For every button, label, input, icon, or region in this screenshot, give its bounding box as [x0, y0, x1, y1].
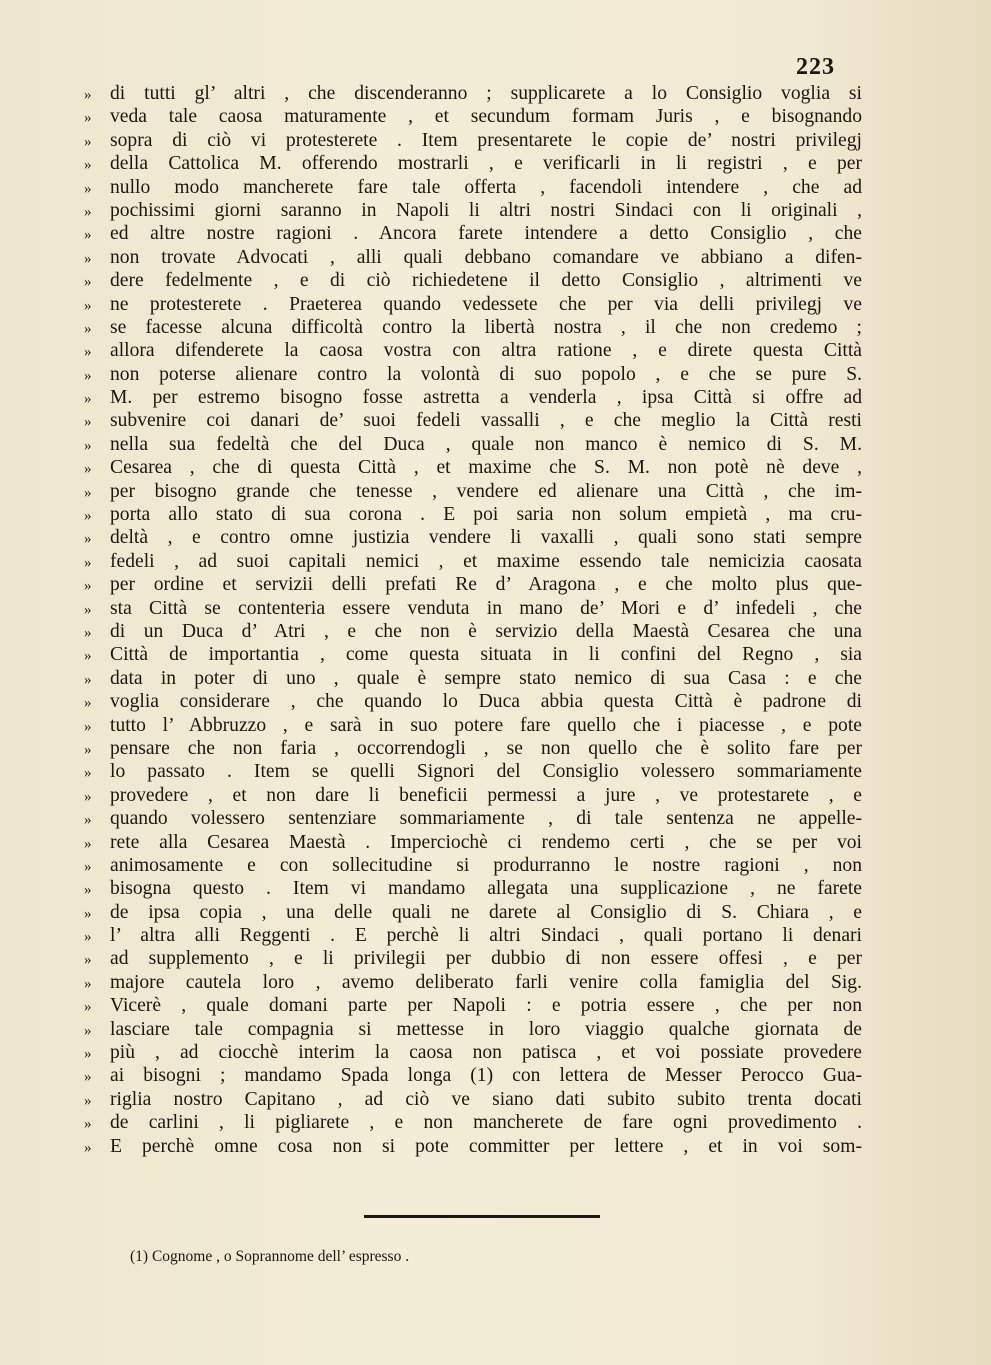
text-line — [84, 784, 862, 807]
line-text: nella sua fedeltà che del Duca , quale non manco è nemico di S. M. — [110, 433, 862, 455]
quote-mark: » — [84, 250, 92, 267]
text-line — [84, 269, 862, 292]
quote-mark: » — [84, 578, 92, 595]
line-text: di un Duca d’ Atri , e che non è servizio della Maestà Cesarea che una — [110, 620, 862, 642]
quote-mark: » — [84, 929, 92, 946]
line-text: non poterse alienare contro la volontà di suo popolo , e che se pure S. — [110, 363, 862, 385]
quote-mark: » — [84, 812, 92, 829]
quote-mark: » — [84, 1092, 92, 1109]
text-line — [84, 480, 862, 503]
text-line — [84, 316, 862, 339]
text-line — [84, 971, 862, 994]
line-text: fedeli , ad suoi capitali nemici , et maxime essendo tale nemicizia caosata — [110, 550, 862, 572]
line-text: majore cautela loro , avemo deliberato farli venire colla famiglia del Sig. — [110, 971, 862, 993]
line-text: bisogna questo . Item vi mandamo allegata una supplicazione , ne farete — [110, 878, 862, 900]
quote-mark: » — [84, 414, 92, 431]
text-line — [84, 526, 862, 549]
text-line — [84, 176, 862, 199]
quote-mark: » — [84, 508, 92, 525]
text-line — [84, 690, 862, 713]
line-text: E perchè omne cosa non si pote committer per lettere , et in voi som- — [110, 1135, 862, 1157]
line-text: rete alla Cesarea Maestà . Imperciochè ci rendemo certi , che se per voi — [110, 831, 862, 853]
text-line — [84, 456, 862, 479]
line-text: ad supplemento , e li privilegii per dubbio di non essere offesi , e per — [110, 948, 862, 970]
quote-mark: » — [84, 110, 92, 127]
quote-mark: » — [84, 695, 92, 712]
quote-mark: » — [84, 227, 92, 244]
line-text: ed altre nostre ragioni . Ancora farete intendere a detto Consiglio , che — [110, 223, 862, 245]
text-line — [84, 737, 862, 760]
quote-mark: » — [84, 391, 92, 408]
text-line — [84, 714, 862, 737]
text-line — [84, 199, 862, 222]
line-text: Vicerè , quale domani parte per Napoli : e potria essere , che per non — [110, 995, 862, 1017]
text-line — [84, 1041, 862, 1064]
quote-mark: » — [84, 367, 92, 384]
line-text: se facesse alcuna difficoltà contro la libertà nostra , il che non credemo ; — [110, 316, 862, 338]
text-line — [84, 82, 862, 105]
quote-mark: » — [84, 297, 92, 314]
text-line — [84, 573, 862, 596]
text-line — [84, 222, 862, 245]
text-line — [84, 924, 862, 947]
line-text: ai bisogni ; mandamo Spada longa (1) con lettera de Messer Perocco Gua- — [110, 1065, 862, 1087]
quote-mark: » — [84, 461, 92, 478]
text-line — [84, 293, 862, 316]
quote-mark: » — [84, 1139, 92, 1156]
line-text: non trovate Advocati , alli quali debbano comandare ve abbiano a difen- — [110, 246, 862, 268]
quote-mark: » — [84, 882, 92, 899]
text-line — [84, 760, 862, 783]
line-text: sopra di ciò vi protesterete . Item presentarete le copie de’ nostri privilegj — [110, 129, 862, 151]
line-text: Città de importantia , come questa situata in li confini del Regno , sia — [110, 644, 862, 666]
quote-mark: » — [84, 905, 92, 922]
quote-mark: » — [84, 180, 92, 197]
text-line — [84, 409, 862, 432]
line-text: quando volessero sentenziare sommariamente , di tale sentenza ne appelle- — [110, 808, 862, 830]
text-line — [84, 105, 862, 128]
line-text: subvenire coi danari de’ suoi fedeli vassalli , e che meglio la Città resti — [110, 410, 862, 432]
text-line — [84, 667, 862, 690]
text-line — [84, 339, 862, 362]
quote-mark: » — [84, 203, 92, 220]
line-text: allora difenderete la caosa vostra con altra ratione , e direte questa Città — [110, 340, 862, 362]
line-text: data in poter di uno , quale è sempre stato nemico di sua Casa : e che — [110, 667, 862, 689]
text-line — [84, 877, 862, 900]
line-text: riglia nostro Capitano , ad ciò ve siano dati subito subito trenta docati — [110, 1088, 862, 1110]
line-text: de ipsa copia , una delle quali ne darete al Consiglio di S. Chiara , e — [110, 901, 862, 923]
text-line — [84, 620, 862, 643]
quote-mark: » — [84, 648, 92, 665]
text-line — [84, 1135, 862, 1158]
text-line — [84, 550, 862, 573]
footnote: (1) Cognome , o Soprannome dell’ espresso . — [130, 1248, 410, 1265]
line-text: per bisogno grande che tenesse , vendere ed alienare una Città , che im- — [110, 480, 862, 502]
quote-mark: » — [84, 133, 92, 150]
line-text: de carlini , li pigliarete , e non mancherete de fare ogni provedimento . — [110, 1112, 862, 1134]
quote-mark: » — [84, 788, 92, 805]
quote-mark: » — [84, 344, 92, 361]
text-line — [84, 807, 862, 830]
body-text — [84, 82, 862, 1158]
quote-mark: » — [84, 531, 92, 548]
line-text: per ordine et servizii delli prefati Re d’ Aragona , e che molto plus que- — [110, 574, 862, 596]
text-line — [84, 1064, 862, 1087]
quote-mark: » — [84, 671, 92, 688]
quote-mark: » — [84, 484, 92, 501]
quote-mark: » — [84, 624, 92, 641]
text-line — [84, 246, 862, 269]
line-text: di tutti gl’ altri , che discenderanno ; supplicarete a lo Consiglio voglia si — [110, 83, 862, 104]
text-line — [84, 643, 862, 666]
text-line — [84, 831, 862, 854]
text-line — [84, 386, 862, 409]
quote-mark: » — [84, 274, 92, 291]
quote-mark: » — [84, 858, 92, 875]
line-text: pensare che non faria , occorrendogli , se non quello che è solito fare per — [110, 737, 862, 759]
text-line — [84, 1018, 862, 1041]
line-text: l’ altra alli Reggenti . E perchè li altri Sindaci , quali portano li denari — [110, 925, 862, 947]
quote-mark: » — [84, 1116, 92, 1133]
text-line — [84, 1088, 862, 1111]
quote-mark: » — [84, 157, 92, 174]
quote-mark: » — [84, 718, 92, 735]
line-text: tutto l’ Abbruzzo , e sarà in suo potere fare quello che i piacesse , e pote — [110, 714, 862, 736]
text-line — [84, 433, 862, 456]
line-text: pochissimi giorni saranno in Napoli li altri nostri Sindaci con li originali , — [110, 199, 862, 221]
text-line — [84, 994, 862, 1017]
line-text: voglia considerare , che quando lo Duca abbia questa Città è padrone di — [110, 691, 862, 713]
line-text: sta Città se contenteria essere venduta in mano de’ Mori e d’ infedeli , che — [110, 597, 862, 619]
line-text: Cesarea , che di questa Città , et maxime che S. M. non potè nè deve , — [110, 457, 862, 479]
text-line — [84, 854, 862, 877]
quote-mark: » — [84, 87, 92, 103]
line-text: veda tale caosa maturamente , et secundum formam Juris , e bisognando — [110, 106, 862, 128]
line-text: deltà , e contro omne justizia vendere li vaxalli , quali sono stati sempre — [110, 527, 862, 549]
line-text: più , ad ciocchè interim la caosa non patisca , et voi possiate provedere — [110, 1042, 862, 1064]
quote-mark: » — [84, 1046, 92, 1063]
quote-mark: » — [84, 601, 92, 618]
quote-mark: » — [84, 320, 92, 337]
line-text: della Cattolica M. offerendo mostrarli , e verificarli in li registri , e per — [110, 153, 862, 175]
quote-mark: » — [84, 835, 92, 852]
text-line — [84, 947, 862, 970]
line-text: provedere , et non dare li beneficii permessi a jure , ve protestarete , e — [110, 784, 862, 806]
quote-mark: » — [84, 554, 92, 571]
quote-mark: » — [84, 952, 92, 969]
quote-mark: » — [84, 765, 92, 782]
quote-mark: » — [84, 975, 92, 992]
line-text: dere fedelmente , e di ciò richiedetene il detto Consiglio , altrimenti ve — [110, 270, 862, 292]
footnote-rule — [364, 1215, 600, 1218]
text-line — [84, 1111, 862, 1134]
line-text: M. per estremo bisogno fosse astretta a venderla , ipsa Città si offre ad — [110, 387, 862, 409]
page-number: 223 — [796, 54, 835, 80]
text-line — [84, 503, 862, 526]
text-line — [84, 901, 862, 924]
line-text: lasciare tale compagnia si mettesse in loro viaggio qualche giornata de — [110, 1018, 862, 1040]
quote-mark: » — [84, 1069, 92, 1086]
line-text: animosamente e con sollecitudine si produrranno le nostre ragioni , non — [110, 854, 862, 876]
quote-mark: » — [84, 437, 92, 454]
line-text: lo passato . Item se quelli Signori del Consiglio volessero sommariamente — [110, 761, 862, 783]
text-line — [84, 363, 862, 386]
text-line — [84, 597, 862, 620]
line-text: nullo modo mancherete fare tale offerta , facendoli intendere , che ad — [110, 176, 862, 198]
line-text: porta allo stato di sua corona . E poi saria non solum empietà , ma cru- — [110, 504, 862, 526]
quote-mark: » — [84, 741, 92, 758]
quote-mark: » — [84, 999, 92, 1016]
quote-mark: » — [84, 1022, 92, 1039]
text-line — [84, 129, 862, 152]
text-line — [84, 152, 862, 175]
line-text: ne protesterete . Praeterea quando vedessete che per via delli privilegj ve — [110, 293, 862, 315]
